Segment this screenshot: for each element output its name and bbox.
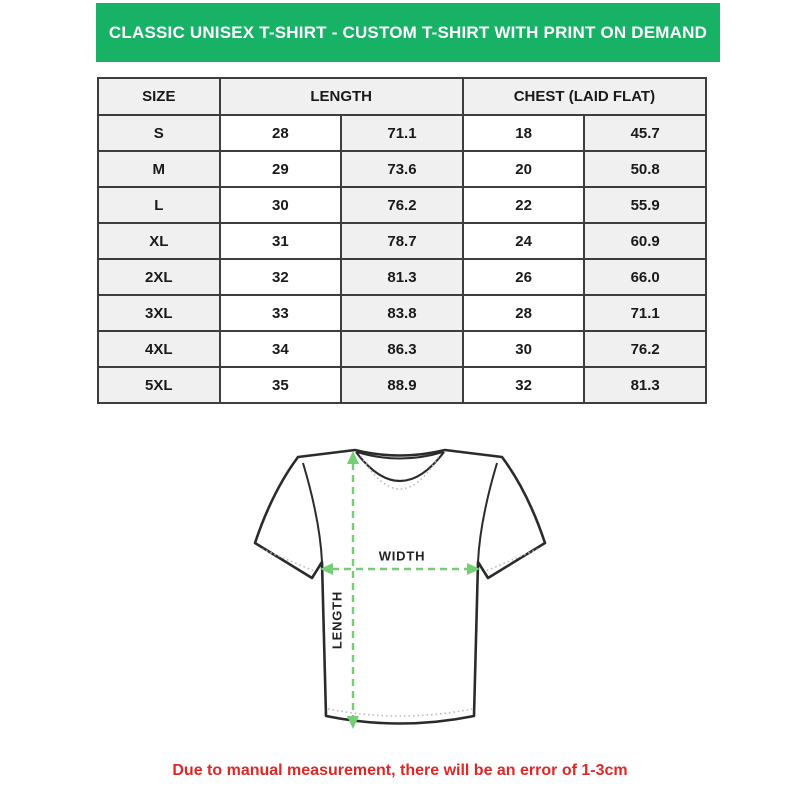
cell-chest_cm: 50.8 [584, 151, 706, 187]
measurement-disclaimer: Due to manual measurement, there will be an error of 1-3cm [172, 762, 628, 779]
cell-length_in: 28 [220, 115, 342, 151]
header-length: LENGTH [220, 78, 463, 115]
table-row [98, 115, 706, 151]
cell-length_cm: 71.1 [341, 115, 463, 151]
length-dimension-label: LENGTH [329, 590, 345, 650]
cell-size: 5XL [98, 367, 220, 403]
cell-chest_in: 22 [463, 187, 585, 223]
cell-chest_cm: 71.1 [584, 295, 706, 331]
cell-length_in: 32 [220, 259, 342, 295]
cell-size: 2XL [98, 259, 220, 295]
page-title: CLASSIC UNISEX T-SHIRT - CUSTOM T-SHIRT WITH PRINT ON DEMAND [108, 22, 708, 42]
cell-length_cm: 78.7 [341, 223, 463, 259]
cell-length_cm: 76.2 [341, 187, 463, 223]
table-row [98, 295, 706, 331]
table-row [98, 331, 706, 367]
tshirt-outline [255, 450, 545, 724]
cell-chest_cm: 81.3 [584, 367, 706, 403]
table-row [98, 367, 706, 403]
cell-length_cm: 83.8 [341, 295, 463, 331]
cell-length_cm: 81.3 [341, 259, 463, 295]
table-row [98, 151, 706, 187]
cell-length_cm: 86.3 [341, 331, 463, 367]
cell-size: 4XL [98, 331, 220, 367]
cell-size: 3XL [98, 295, 220, 331]
tshirt-measurement-diagram [240, 430, 560, 750]
cell-length_in: 35 [220, 367, 342, 403]
header-chest: CHEST (LAID FLAT) [463, 78, 706, 115]
table-row [98, 259, 706, 295]
cell-chest_in: 28 [463, 295, 585, 331]
title-banner [96, 3, 720, 62]
table-row [98, 223, 706, 259]
cell-chest_in: 26 [463, 259, 585, 295]
cell-chest_in: 32 [463, 367, 585, 403]
cell-size: L [98, 187, 220, 223]
size-table-body [98, 115, 706, 403]
cell-chest_in: 24 [463, 223, 585, 259]
cell-chest_cm: 45.7 [584, 115, 706, 151]
size-table [97, 77, 707, 404]
cell-chest_cm: 76.2 [584, 331, 706, 367]
cell-chest_in: 18 [463, 115, 585, 151]
cell-length_cm: 73.6 [341, 151, 463, 187]
length-arrow-head-bottom [347, 716, 359, 729]
width-dimension-label: WIDTH [378, 548, 426, 564]
cell-length_in: 30 [220, 187, 342, 223]
header-size: SIZE [98, 78, 220, 115]
cell-length_cm: 88.9 [341, 367, 463, 403]
cell-length_in: 29 [220, 151, 342, 187]
cell-size: S [98, 115, 220, 151]
cell-size: XL [98, 223, 220, 259]
cell-length_in: 33 [220, 295, 342, 331]
cell-size: M [98, 151, 220, 187]
cell-chest_cm: 66.0 [584, 259, 706, 295]
cell-chest_in: 20 [463, 151, 585, 187]
cell-chest_cm: 55.9 [584, 187, 706, 223]
table-row [98, 187, 706, 223]
cell-chest_cm: 60.9 [584, 223, 706, 259]
cell-length_in: 34 [220, 331, 342, 367]
size-table-header [98, 78, 706, 115]
cell-chest_in: 30 [463, 331, 585, 367]
cell-length_in: 31 [220, 223, 342, 259]
